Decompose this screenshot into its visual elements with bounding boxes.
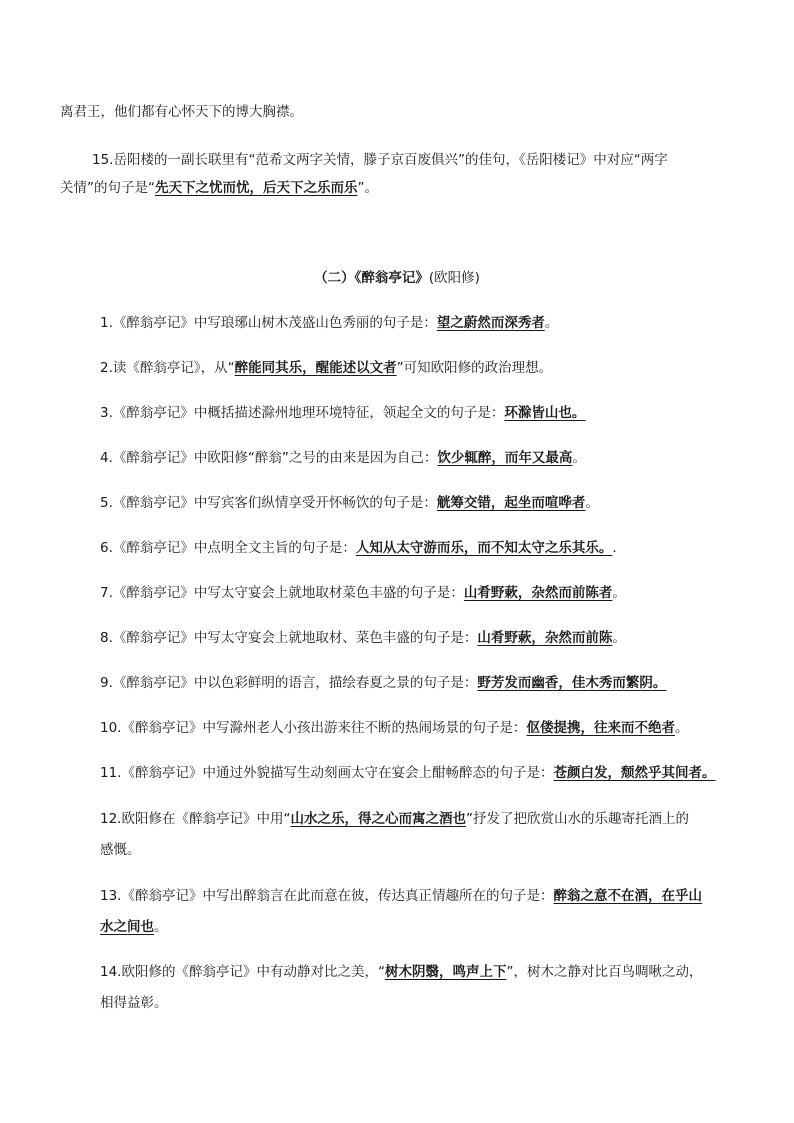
answer-text: 山水之乐，得之心而寓之酒也: [290, 811, 466, 827]
section-heading: （二）《醉翁亭记》(欧阳修): [314, 270, 480, 286]
item-5: 5.《醉翁亭记》中写宾客们纵情享受开怀畅饮的句子是：觥筹交错，起坐而喧哗者。: [100, 495, 599, 511]
item-11: 11.《醉翁亭记》中通过外貌描写生动刻画太守在宴会上酣畅醉态的句子是：苍颜白发，颓然乎其间者。: [100, 765, 716, 781]
item-14-line-1: 14.欧阳修的《醉翁亭记》中有动静对比之美，“树木阴翳，鸣声上下”，树木之静对比百鸟啁啾之动，: [100, 964, 703, 980]
answer-text: 醉翁之意不在酒，在乎山: [553, 888, 702, 904]
item-1: 1.《醉翁亭记》中写琅琊山树木茂盛山色秀丽的句子是：望之蔚然而深秀者。: [100, 315, 559, 331]
item-4: 4.《醉翁亭记》中欧阳修“醉翁”之号的由来是因为自己：饮少辄醉，而年又最高。: [100, 450, 586, 466]
item-12-line-2: 感慨。: [100, 842, 141, 858]
answer-text: 野芳发而幽香，佳木秀而繁阴。: [477, 675, 667, 691]
answer-text: 望之蔚然而深秀者: [436, 315, 545, 331]
item-6: 6.《醉翁亭记》中点明全文主旨的句子是：人知从太守游而乐，而不知太守之乐其乐。.: [100, 540, 617, 556]
item-15-line-1: 15.岳阳楼的一副长联里有“范希文两字关情，滕子京百废俱兴”的佳句，《岳阳楼记》中对应“两字: [92, 152, 668, 168]
item-14-line-2: 相得益彰。: [100, 995, 168, 1011]
item-7: 7.《醉翁亭记》中写太守宴会上就地取材菜色丰盛的句子是：山肴野蔌，杂然而前陈者。: [100, 585, 626, 601]
item-12-line-1: 12.欧阳修在《醉翁亭记》中用“山水之乐，得之心而寓之酒也”抒发了把欣赏山水的乐趣寄托酒上的: [100, 811, 689, 827]
answer-text: 水之间也: [100, 919, 154, 935]
item-3: 3.《醉翁亭记》中概括描述滁州地理环境特征，领起全文的句子是：环滁皆山也。: [100, 405, 586, 421]
text-line-continuation: 离君王，他们都有心怀天下的博大胸襟。: [60, 104, 303, 120]
answer-text: 山肴野蔌，杂然而前陈者: [463, 585, 613, 601]
item-13-line-1: 13.《醉翁亭记》中写出醉翁言在此而意在彼，传达真正情趣所在的句子是：醉翁之意不在酒，在乎山: [100, 888, 702, 904]
answer-text: 饮少辄醉，而年又最高: [437, 450, 573, 466]
answer-text: 环滁皆山也。: [504, 405, 586, 421]
answer-text: 树木阴翳，鸣声上下: [384, 964, 507, 980]
answer-text: 伛偻提携，往来而不绝者: [526, 720, 675, 736]
answer-text: 山肴野蔌，杂然而前陈: [477, 630, 613, 646]
item-9: 9.《醉翁亭记》中以色彩鲜明的语言，描绘春夏之景的句子是：野芳发而幽香，佳木秀而繁阴。: [100, 675, 667, 691]
answer-text: 先天下之忧而忧，后天下之乐而乐: [155, 180, 358, 196]
item-8: 8.《醉翁亭记》中写太守宴会上就地取材、菜色丰盛的句子是：山肴野蔌，杂然而前陈。: [100, 630, 626, 646]
answer-text: 醉能同其乐，醒能述以文者: [234, 360, 397, 376]
item-10: 10.《醉翁亭记》中写滁州老人小孩出游来往不断的热闹场景的句子是：伛偻提携，往来而不绝者。: [100, 720, 689, 736]
answer-text: 人知从太守游而乐，而不知太守之乐其乐。: [355, 540, 613, 556]
answer-text: 苍颜白发，颓然乎其间者。: [553, 765, 716, 781]
item-15-line-2: 关情”的句子是“先天下之忧而忧，后天下之乐而乐”。: [60, 180, 378, 196]
answer-text: 觥筹交错，起坐而喧哗者: [436, 495, 586, 511]
item-13-line-2: 水之间也。: [100, 919, 168, 935]
item-2: 2.读《醉翁亭记》，从“醉能同其乐，醒能述以文者”可知欧阳修的政治理想。: [100, 360, 553, 376]
